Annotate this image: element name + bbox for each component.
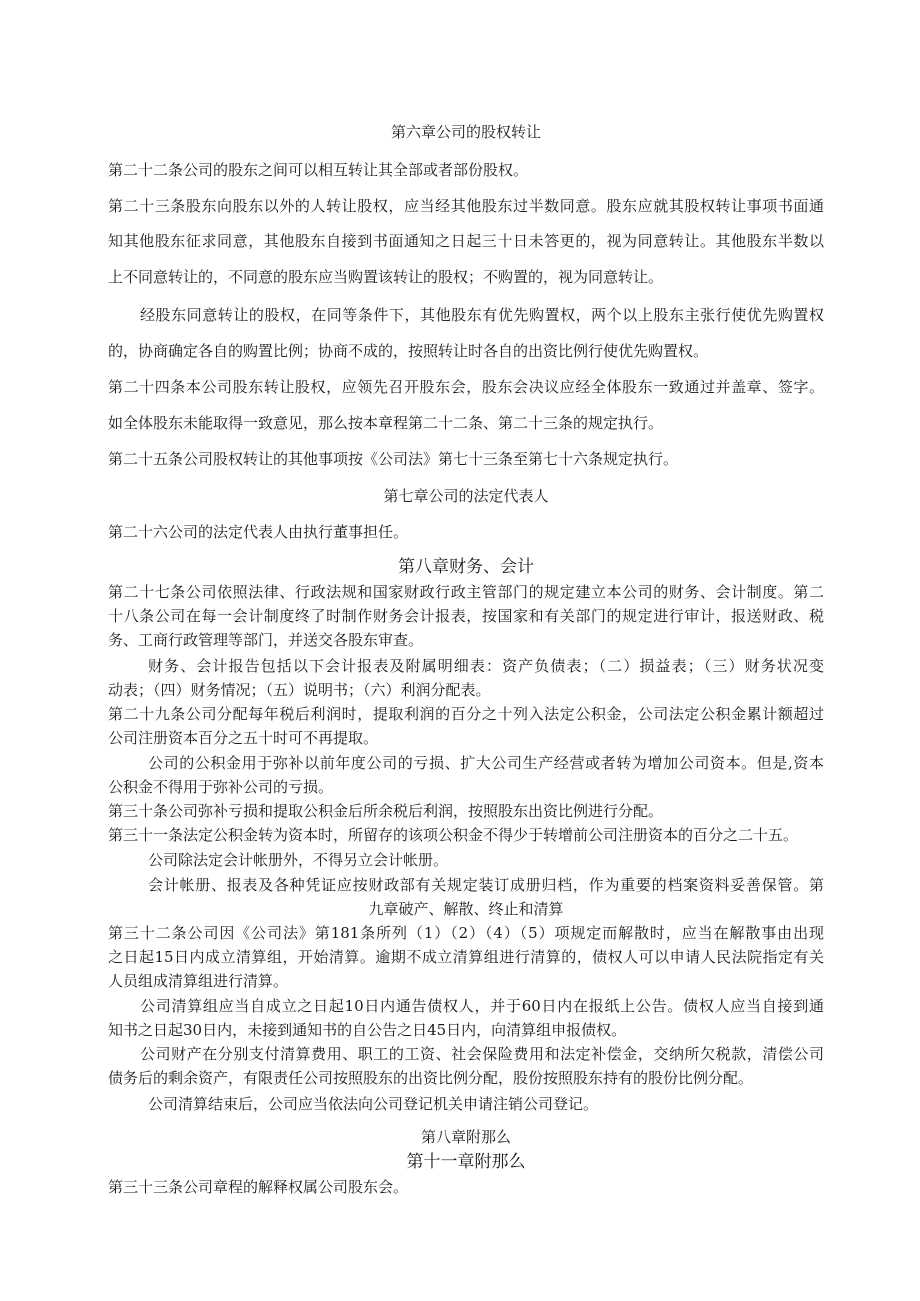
supplementary-heading-small: 第八章附那么 (420, 1128, 511, 1146)
article-32-line-2: 之日起15日内成立清算组，开始清算。逾期不成立清算组进行清算的，债权人可以申请人民法院指定有关 (108, 948, 824, 966)
chapter-6-heading: 第六章公司的股权转让 (390, 123, 541, 141)
article-25: 第二十五条公司股权转让的其他事项按《公司法》第七十三条至第七十六条规定执行。 (108, 450, 679, 468)
chapter-8-heading: 第八章财务、会计 (398, 557, 534, 577)
financial-report-line-1: 财务、会计报告包括以下会计报表及附属明细表：资产负债表；（二）损益表；（三）财务状况变 (148, 657, 824, 675)
deregistration-line: 公司清算结束后，公司应当依法向公司登记机关申请注销公司登记。 (148, 1095, 599, 1113)
article-23-line-3: 上不同意转让的，不同意的股东应当购置该转让的股权；不购置的，视为同意转让。 (108, 268, 664, 286)
article-22: 第二十二条公司的股东之间可以相互转让其全部或者部份股权。 (108, 161, 529, 179)
chapter-11-heading: 第十一章附那么 (406, 1152, 526, 1172)
article-32-line-3: 人员组成清算组进行清算。 (108, 972, 289, 990)
article-24-line-1: 第二十四条本公司股东转让股权，应领先召开股东会，股东会决议应经全体股东一致通过并盖章、签字。 (108, 378, 824, 396)
article-26: 第二十六公司的法定代表人由执行董事担任。 (108, 523, 409, 541)
article-29-line-2: 公司注册资本百分之五十时可不再提取。 (108, 729, 379, 747)
financial-report-line-2: 动表；（四）财务情况；（五）说明书；（六）利润分配表。 (108, 681, 491, 699)
article-27-line-1: 第二十七条公司依照法律、行政法规和国家财政行政主管部门的规定建立本公司的财务、会计制度。第二 (108, 583, 824, 601)
chapter-9-heading: 九章破产、解散、终止和清算 (368, 900, 564, 918)
article-32-line-1: 第三十二条公司因《公司法》第181条所列（1）（2）（4）（5）项规定而解散时，应当在解散事由出现 (108, 924, 824, 942)
reserve-fund-line-1: 公司的公积金用于弥补以前年度公司的亏损、扩大公司生产经营或者转为增加公司资本。但是,资本 (148, 754, 824, 772)
asset-distribution-line-1: 公司财产在分别支付清算费用、职工的工资、社会保险费用和法定补偿金，交纳所欠税款，清偿公司 (140, 1045, 824, 1063)
article-23-line-2: 知其他股东征求同意，其他股东自接到书面通知之日起三十日未答更的，视为同意转让。其他股东半数以 (108, 232, 824, 250)
chapter-7-heading: 第七章公司的法定代表人 (383, 487, 549, 505)
article-30: 第三十条公司弥补亏损和提取公积金后所余税后利润，按照股东出资比例进行分配。 (108, 802, 664, 820)
liquidation-notice-line-2: 知书之日起30日内，未接到通知书的自公告之日45日内，向清算组申报债权。 (108, 1021, 627, 1039)
article-24-line-2: 如全体股东未能取得一致意见，那么按本章程第二十二条、第二十三条的规定执行。 (108, 414, 664, 432)
article-31: 第三十一条法定公积金转为资本时，所留存的该项公积金不得少于转增前公司注册资本的百分之二十五。 (108, 826, 799, 844)
asset-distribution-line-2: 债务后的剩余资产，有限责任公司按照股东的出资比例分配，股份按照股东持有的股份比例分配。 (108, 1069, 754, 1087)
article-29-line-1: 第二十九条公司分配每年税后利润时，提取利润的百分之十列入法定公积金，公司法定公积金累计额超过 (108, 705, 824, 723)
priority-purchase-line-1: 经股东同意转让的股权，在同等条件下，其他股东有优先购置权，两个以上股东主张行使优先购置权 (140, 306, 824, 324)
accounting-books-line: 公司除法定会计帐册外，不得另立会计帐册。 (148, 851, 449, 869)
article-28-line-1: 十八条公司在每一会计制度终了时制作财务会计报表，按国家和有关部门的规定进行审计，报送财政、税 (108, 607, 824, 625)
reserve-fund-line-2: 公积金不得用于弥补公司的亏损。 (108, 778, 334, 796)
article-23-line-1: 第二十三条股东向股东以外的人转让股权，应当经其他股东过半数同意。股东应就其股权转让事项书面通 (108, 197, 824, 215)
liquidation-notice-line-1: 公司清算组应当自成立之日起10日内通告债权人，并于60日内在报纸上公告。债权人应当自接到通 (140, 997, 824, 1015)
article-33: 第三十三条公司章程的解释权属公司股东会。 (108, 1178, 409, 1196)
article-28-line-2: 务、工商行政管理等部门，并送交各股东审查。 (108, 631, 424, 649)
accounting-archive-line: 会计帐册、报表及各种凭证应按财政部有关规定装订成册归档，作为重要的档案资料妥善保管。第 (148, 876, 824, 894)
priority-purchase-line-2: 的，协商确定各自的购置比例；协商不成的，按照转让时各自的出资比例行使优先购置权。 (108, 342, 709, 360)
